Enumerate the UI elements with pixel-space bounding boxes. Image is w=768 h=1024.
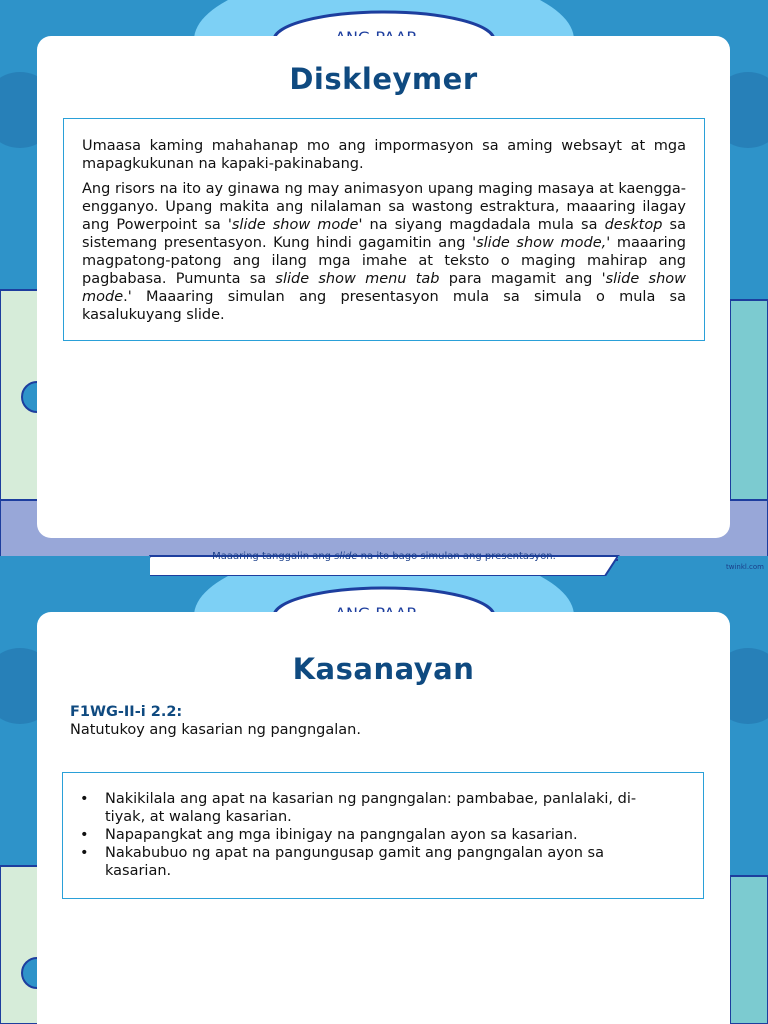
list-item: • Napapangkat ang mga ibinigay na pangngalan ayon sa kasarian.: [105, 826, 663, 844]
slide-kasanayan: [0, 576, 768, 1024]
disclaimer-text-box: [63, 118, 705, 341]
list-item: • Nakabubuo ng apat na pangungusap gamit ang pangngalan ayon sa kasarian.: [105, 844, 663, 880]
objectives-card: [37, 612, 730, 1024]
watermark: twinkl.com: [725, 563, 764, 571]
disclaimer-card: [37, 36, 730, 538]
competency-description: Natutukoy ang kasarian ng pangngalan.: [70, 722, 361, 738]
slide-footer-note: Maaaring tanggalin ang slide na ito bago simulan ang presentasyon.: [212, 551, 556, 562]
page-title: Diskleymer: [289, 62, 478, 96]
disclaimer-paragraph-1: Umaasa kaming mahahanap mo ang impormasyon sa aming websayt at mga mapagkukunan na kapaki-pakinabang.: [82, 138, 686, 172]
page-title: Kasanayan: [292, 652, 475, 686]
objectives-box: [62, 772, 704, 899]
disclaimer-paragraph-2: Ang risors na ito ay ginawa ng may animasyon upang maging masaya at kaengga-engganyo. Upang makita ang nilalaman sa wastong estraktura, maaaring ilagay ang Powerpoint sa 'slide show mode' na siyang magdadala mula sa desktop sa sistemang presentasyon. Kung hindi gagamitin ang 'slide show mode,' maaaring magpatong-patong ang ilang mga imahe at teksto o maging mahirap ang pagbabasa. Pumunta sa slide show menu tab para magamit ang 'slide show mode.' Maaaring simulan ang presentasyon mula sa simula o mula sa kasalukuyang slide.: [82, 181, 687, 323]
objectives-list: [63, 790, 663, 880]
competency-code: F1WG-II-i 2.2:: [70, 704, 183, 720]
list-item: • Nakikilala ang apat na kasarian ng pangngalan: pambabae, panlalaki, di-tiyak, at walang kasarian.: [105, 790, 663, 826]
